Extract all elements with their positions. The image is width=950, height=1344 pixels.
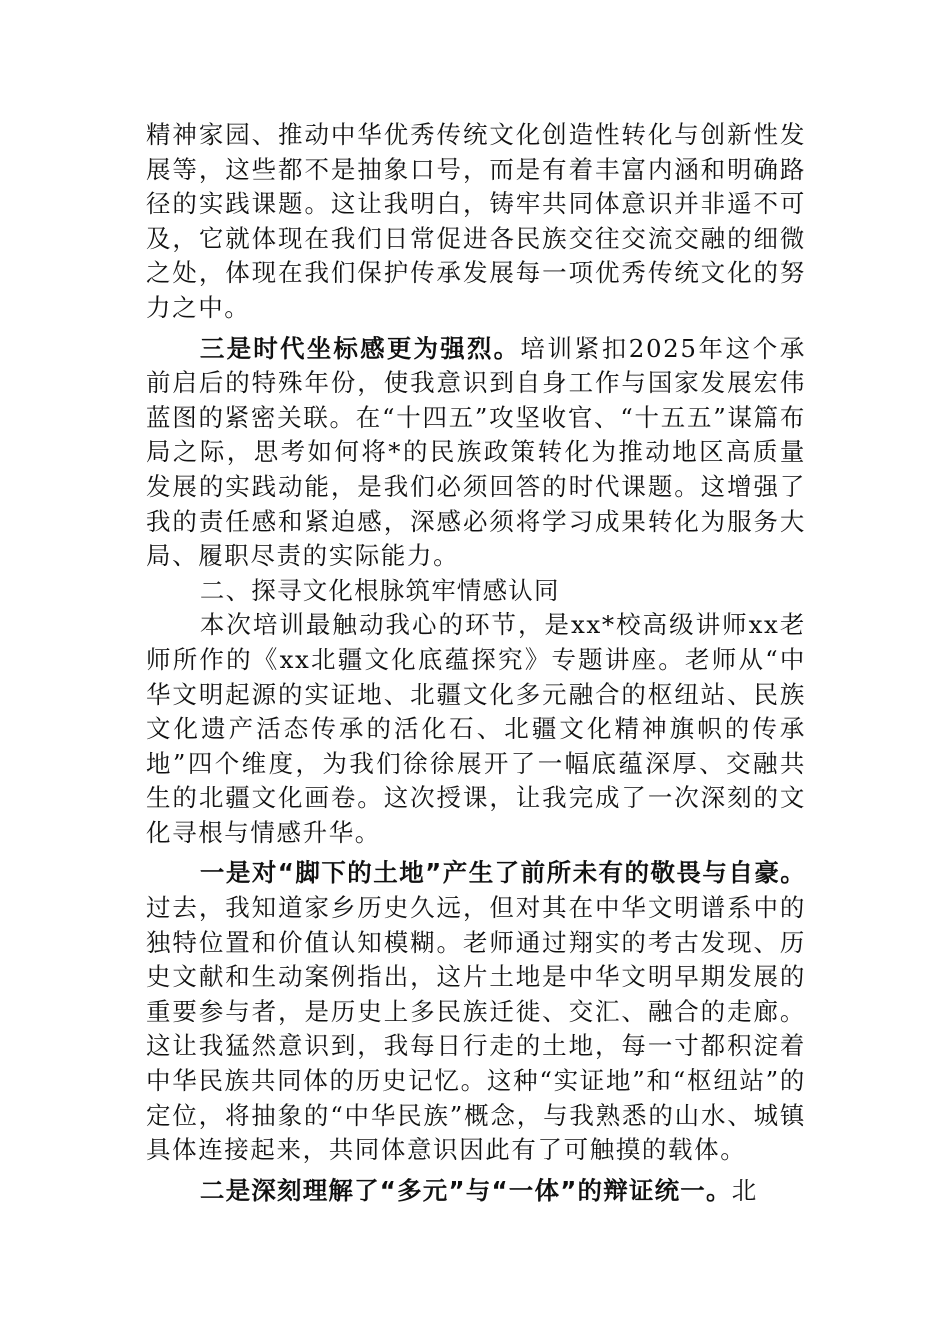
paragraph-body: [146, 608, 806, 850]
point-lead: 二是深刻理解了“多元”与“一体”的辩证统一。: [199, 1175, 732, 1205]
paragraph-text: 精神家园、推动中华优秀传统文化创造性转化与创新性发展等，这些都不是抽象口号，而是有着丰富内涵和明确路径的实践课题。这让我明白，铸牢共同体意识并非遥不可及，它就体现在我们日常促进各民族交往交流交融的细微之处，体现在我们保护传承发展每一项优秀传统文化的努力之中。: [146, 120, 806, 322]
paragraph-text: 过去，我知道家乡历史久远，但对其在中华文明谱系中的独特位置和价值认知模糊。老师通过翔实的考古发现、历史文献和生动案例指出，这片土地是中华文明早期发展的重要参与者，是历史上多民族迁徙、交汇、融合的走廊。这让我猛然意识到，我每日行走的土地，每一寸都积淀着中华民族共同体的历史记忆。这种“实证地”和“枢纽站”的定位，将抽象的“中华民族”概念，与我熟悉的山水、城镇具体连接起来，共同体意识因此有了可触摸的载体。: [146, 893, 806, 1165]
heading-text: 二、探寻文化根脉筑牢情感认同: [199, 575, 560, 605]
paragraph-text: 北: [731, 1175, 758, 1205]
paragraph-text: 本次培训最触动我心的环节，是xx*校高级讲师xx老师所作的《xx北疆文化底蕴探究》专题讲座。老师从“中华文明起源的实证地、北疆文化多元融合的枢纽站、民族文化遗产活态传承的活化石、北疆文化精神旗帜的传承地”四个维度，为我们徐徐展开了一幅底蕴深厚、交融共生的北疆文化画卷。这次授课，让我完成了一次深刻的文化寻根与情感升华。: [146, 610, 806, 847]
paragraph-point-one: [146, 856, 806, 1167]
section-heading: [146, 574, 806, 609]
point-lead: 一是对“脚下的土地”产生了前所未有的敬畏与自豪。: [199, 858, 806, 888]
paragraph-point-two: [146, 1174, 806, 1209]
point-lead: 三是时代坐标感更为强烈。: [199, 333, 521, 363]
paragraph-text: 培训紧扣2025年这个承前启后的特殊年份，使我意识到自身工作与国家发展宏伟蓝图的紧密关联。在“十四五”攻坚收官、“十五五”谋篇布局之际，思考如何将*的民族政策转化为推动地区高质量发展的实践动能，是我们必须回答的时代课题。这增强了我的责任感和紧迫感，深感必须将学习成果转化为服务大局、履职尽责的实际能力。: [146, 333, 806, 571]
paragraph-point-three: [146, 332, 806, 574]
paragraph-continuation: [146, 118, 806, 326]
document-page: [146, 118, 806, 1208]
